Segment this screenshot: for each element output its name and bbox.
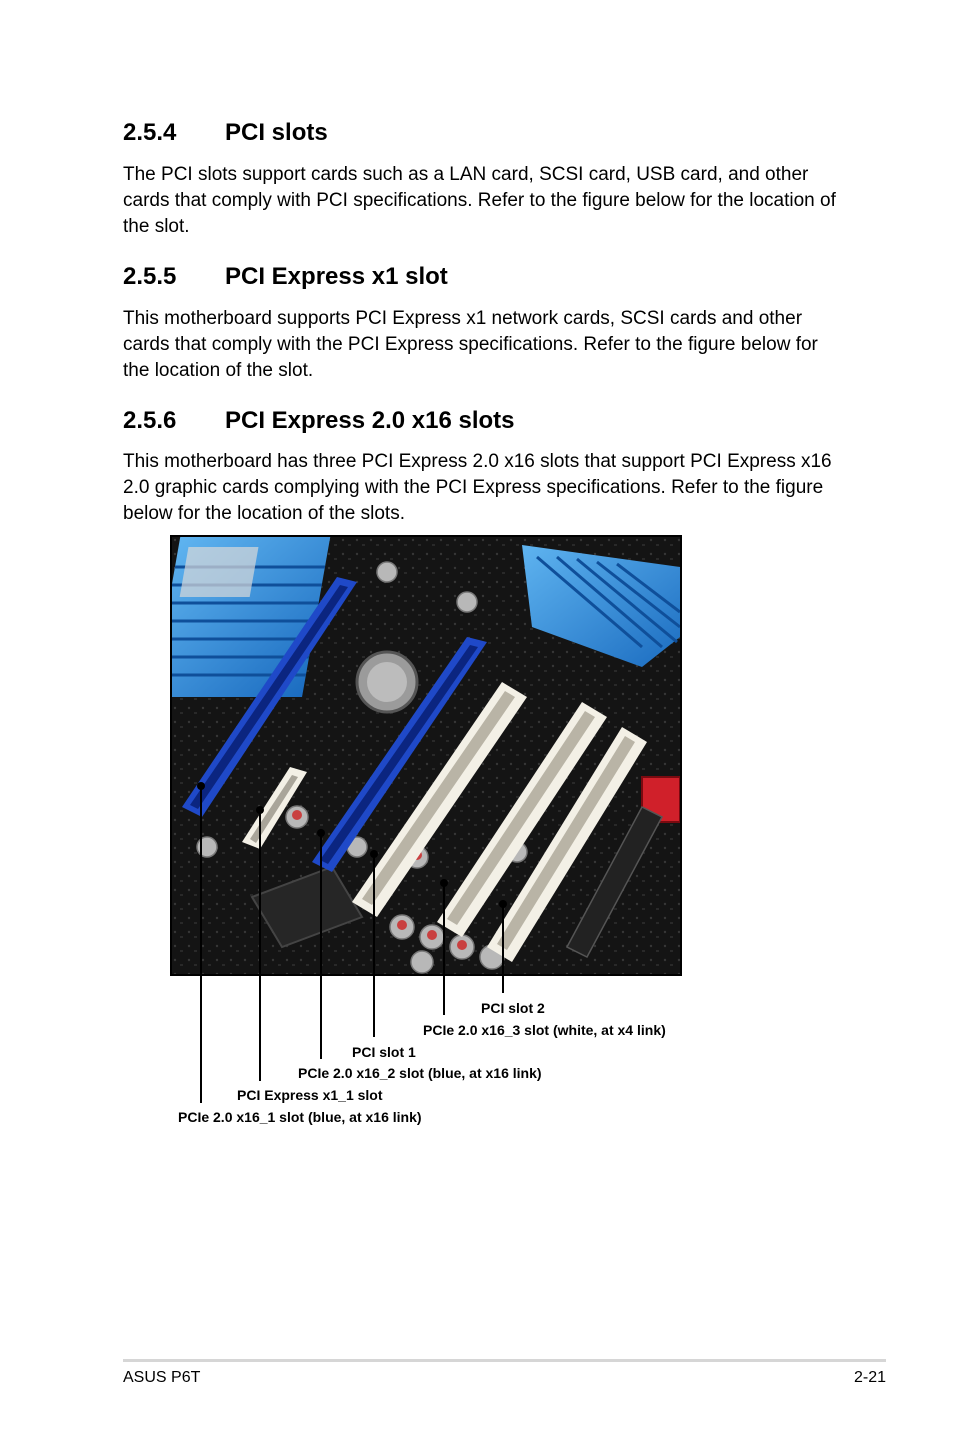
section-body-2-5-4: The PCI slots support cards such as a LAN card, SCSI card, USB card, and other cards that comply with PCI specifications. Refer to the figure below for the location of the slot.	[123, 164, 836, 237]
motherboard-illustration	[172, 537, 680, 974]
section-title: PCI slots	[225, 119, 328, 146]
callout-pcie-x16-1: PCIe 2.0 x16_1 slot (blue, at x16 link)	[178, 1109, 422, 1125]
motherboard-figure	[170, 535, 682, 976]
callout-pcie-x1-1: PCI Express x1_1 slot	[237, 1087, 383, 1103]
section-number: 2.5.4	[123, 119, 177, 146]
callout-pcie-x16-2: PCIe 2.0 x16_2 slot (blue, at x16 link)	[298, 1065, 542, 1081]
section-number: 2.5.6	[123, 407, 177, 434]
section-heading-2-5-5	[123, 263, 448, 291]
section-body-2-5-5: This motherboard supports PCI Express x1 network cards, SCSI cards and other cards that comply with the PCI Express specifications. Refer to the figure below for the location of the slot.	[123, 308, 818, 381]
section-title: PCI Express x1 slot	[225, 263, 448, 290]
section-heading-2-5-4	[123, 119, 328, 147]
callout-pci-slot-1: PCI slot 1	[352, 1044, 416, 1060]
section-body-2-5-6: This motherboard has three PCI Express 2.0 x16 slots that support PCI Express x16 2.0 graphic cards complying with the PCI Express specifications. Refer to the figure below for the location of the slots.	[123, 451, 832, 524]
section-number: 2.5.5	[123, 263, 177, 290]
footer-page-number: 2-21	[853, 1369, 886, 1386]
section-heading-2-5-6	[123, 407, 515, 435]
footer-product-name: ASUS P6T	[123, 1369, 201, 1386]
callout-pcie-x16-3: PCIe 2.0 x16_3 slot (white, at x4 link)	[423, 1022, 666, 1038]
footer-rule	[123, 1359, 886, 1362]
callout-pci-slot-2: PCI slot 2	[481, 1000, 545, 1016]
section-title: PCI Express 2.0 x16 slots	[225, 407, 515, 434]
